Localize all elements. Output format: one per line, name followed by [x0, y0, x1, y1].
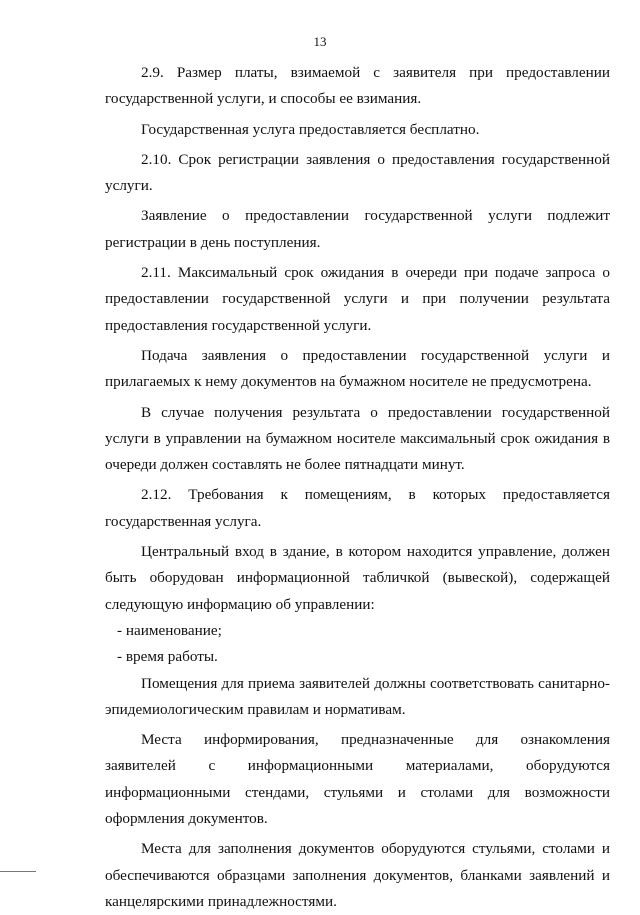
- document-body: [105, 60, 610, 915]
- paragraph-registration: Заявление о предоставлении государственной услуги подлежит регистрации в день поступления.: [105, 207, 610, 251]
- paragraph-2-10-heading: 2.10. Срок регистрации заявления о предоставления государственной услуги.: [105, 150, 610, 195]
- list-item-hours: - время работы.: [117, 648, 218, 666]
- paragraph-info-places: Места информирования, предназначенные для ознакомления заявителей с информационными материалами, оборудуются информационными стендами, стульями и столами для возможности оформления документов.: [105, 731, 610, 828]
- page-number: 13: [313, 34, 327, 49]
- paragraph-entrance-sign: Центральный вход в здание, в котором находится управление, должен быть оборудован информационной табличкой (вывеской), содержащей следующую информацию об управлении:: [105, 543, 610, 613]
- footer-divider: [0, 871, 36, 872]
- paragraph-2-11-heading: 2.11. Максимальный срок ожидания в очереди при подаче запроса о предоставлении государственной услуги и при получении результата предоставления государственной услуги.: [105, 264, 610, 334]
- paragraph-paper-submission: Подача заявления о предоставлении государственной услуги и прилагаемых к нему документов на бумажном носителе не предусмотрена.: [105, 346, 610, 391]
- paragraph-waiting-time: В случае получения результата о предоставлении государственной услуги в управлении на бумажном носителе максимальный срок ожидания в очереди должен составлять не более пятнадцати минут.: [105, 403, 610, 474]
- list-item-name: - наименование;: [117, 621, 222, 639]
- paragraph-free-service: Государственная услуга предоставляется бесплатно.: [141, 120, 480, 138]
- paragraph-2-9-heading: 2.9. Размер платы, взимаемой с заявителя при предоставлении государственной услуги, и способы ее взимания.: [105, 64, 610, 108]
- paragraph-filling-places: Места для заполнения документов оборудуются стульями, столами и обеспечиваются образцами заполнения документов, бланками заявлений и канцелярскими принадлежностями.: [105, 840, 610, 910]
- paragraph-2-12-heading: 2.12. Требования к помещениям, в которых предоставляется государственная услуга.: [105, 486, 610, 530]
- paragraph-sanitary: Помещения для приема заявителей должны соответствовать санитарно-эпидемиологическим правилам и нормативам.: [105, 674, 610, 718]
